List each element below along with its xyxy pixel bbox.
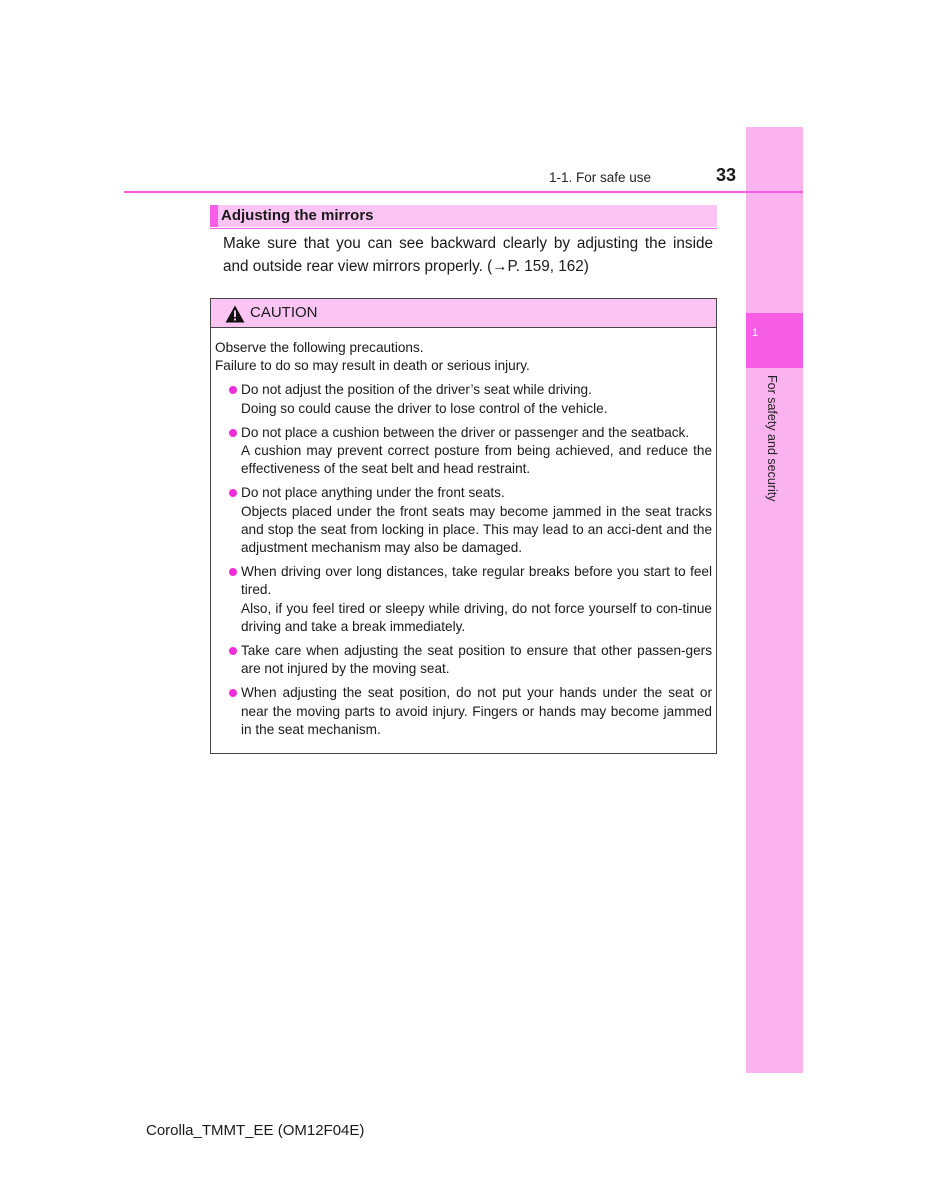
caution-item-main: Do not place a cushion between the driver or passenger and the seatback.: [241, 424, 690, 440]
section-title-underline: [210, 228, 717, 229]
caution-list-item: [215, 484, 712, 557]
caution-list-item: [215, 642, 712, 678]
caution-box: [210, 298, 717, 754]
caution-list-item: [215, 684, 712, 739]
footer-document-id: Corolla_TMMT_EE (OM12F04E): [146, 1122, 365, 1139]
section-intro-paragraph: Make sure that you can see backward clearly by adjusting the inside and outside rear view mirrors properly. (→P. 159, 162): [223, 235, 713, 275]
caution-item-main: When driving over long distances, take regular breaks before you start to feel tired.: [241, 564, 712, 598]
caution-item-main: When adjusting the seat position, do not put your hands under the seat or near the moving parts to avoid injury. Fingers or hands may become jammed in the seat mechanism.: [241, 685, 712, 737]
caution-item-detail: Objects placed under the front seats may become jammed in the seat tracks and stop the seat from locking in place. This may lead to an acci-dent and the adjustment mechanism may also be damaged.: [241, 503, 712, 556]
chapter-number-block: [746, 313, 803, 368]
header-section-title: 1-1. For safe use: [549, 170, 652, 185]
section-title-marker: [210, 205, 218, 227]
warning-triangle-icon: [225, 305, 245, 323]
caution-intro-line: Observe the following precautions.: [215, 340, 424, 355]
bullet-dot-icon: [229, 647, 237, 655]
caution-item-detail: Doing so could cause the driver to lose control of the vehicle.: [241, 400, 608, 416]
caution-list-item: [215, 563, 712, 636]
caution-item-main: Do not place anything under the front seats.: [241, 485, 505, 501]
caution-list: [215, 381, 712, 739]
caution-body: [215, 339, 712, 745]
bullet-dot-icon: [229, 568, 237, 576]
caution-item-main: Take care when adjusting the seat position to ensure that other passen-gers are not injured by the moving seat.: [241, 643, 712, 677]
chapter-tab-label: For safety and security: [765, 375, 779, 502]
caution-label: CAUTION: [250, 304, 318, 321]
bullet-dot-icon: [229, 429, 237, 437]
bullet-dot-icon: [229, 489, 237, 497]
bullet-dot-icon: [229, 689, 237, 697]
caution-item-main: Do not adjust the position of the driver’s seat while driving.: [241, 382, 592, 398]
caution-item-detail: Also, if you feel tired or sleepy while driving, do not force yourself to con-tinue driving and take a break immediately.: [241, 600, 712, 634]
page-number: 33: [716, 165, 737, 185]
caution-list-item: [215, 381, 712, 417]
chapter-side-tab: [746, 127, 803, 1073]
caution-item-detail: A cushion may prevent correct posture from being achieved, and reduce the effectiveness of the seat belt and head restraint.: [241, 443, 712, 477]
chapter-number: 1: [752, 327, 759, 339]
caution-intro-line: Failure to do so may result in death or serious injury.: [215, 358, 530, 374]
header-rule: [124, 191, 803, 193]
caution-header: [211, 299, 716, 328]
section-title: Adjusting the mirrors: [221, 207, 374, 224]
bullet-dot-icon: [229, 386, 237, 394]
caution-list-item: [215, 424, 712, 479]
